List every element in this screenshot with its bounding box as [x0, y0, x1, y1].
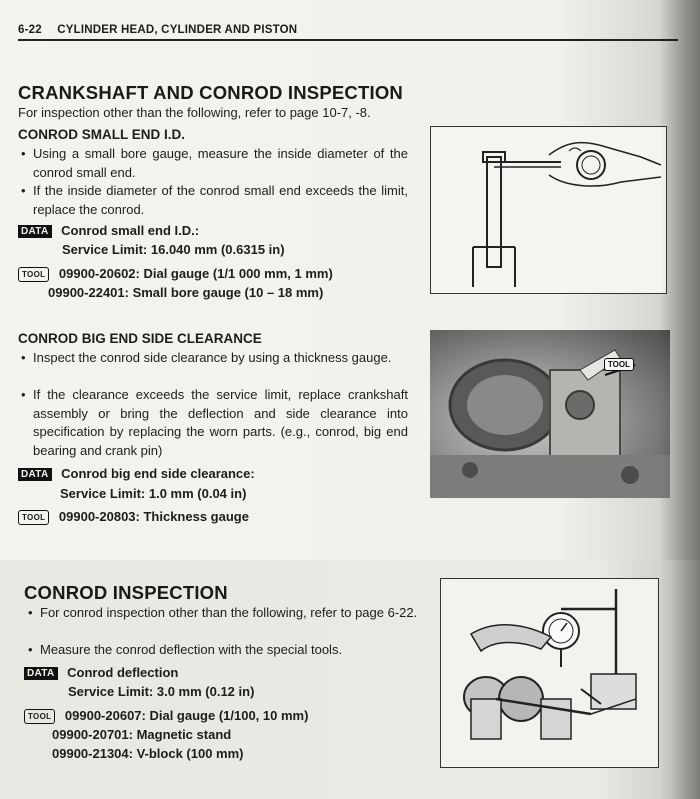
- tool-icon: TOOL: [18, 510, 49, 525]
- section-title: CYLINDER HEAD, CYLINDER AND PISTON: [57, 24, 298, 36]
- conrod-data-row: [24, 665, 178, 680]
- big-end-bullet-2: • If the clearance exceeds the service limit, replace crankshaft assembly or bring the deflection and side clearance into specification by replacing the worn parts. (e.g., conrod, big end bearing and crank pin): [21, 387, 408, 458]
- big-end-data-row: [18, 466, 255, 481]
- small-end-service-limit: Service Limit: 16.040 mm (0.6315 in): [62, 242, 285, 257]
- page-header: [18, 24, 678, 41]
- big-end-bullet-1: • Inspect the conrod side clearance by using a thickness gauge.: [21, 350, 392, 365]
- data-icon: DATA: [18, 225, 52, 238]
- small-bore-gauge-figure: [430, 126, 667, 294]
- small-end-tool-1: 09900-20602: Dial gauge (1/1 000 mm, 1 mm): [58, 266, 333, 281]
- conrod-tool-row-1: [24, 708, 308, 724]
- conrod-deflection-figure: [440, 578, 659, 768]
- conrod-tool-1: 09900-20607: Dial gauge (1/100, 10 mm): [64, 708, 309, 723]
- small-bore-gauge-illustration: [431, 127, 666, 293]
- crankshaft-title: CRANKSHAFT AND CONROD INSPECTION: [18, 82, 403, 103]
- conrod-title: CONROD INSPECTION: [24, 582, 228, 603]
- page-number: 6-22: [18, 24, 42, 36]
- dial-gauge-vblock-illustration: [441, 579, 658, 767]
- tool-icon: TOOL: [24, 709, 55, 724]
- big-end-tool-row: [18, 509, 249, 525]
- small-end-tool-row-1: [18, 266, 333, 282]
- big-end-title: CONROD BIG END SIDE CLEARANCE: [18, 331, 262, 346]
- small-end-data-label: Conrod small end I.D.:: [61, 223, 200, 238]
- small-end-bullet-1: • Using a small bore gauge, measure the inside diameter of the conrod small end.: [21, 146, 408, 180]
- small-end-tool-2: 09900-22401: Small bore gauge (10 – 18 mm): [48, 285, 324, 300]
- big-end-data-label: Conrod big end side clearance:: [61, 466, 255, 481]
- small-end-title: CONROD SMALL END I.D.: [18, 127, 186, 142]
- conrod-service-limit: Service Limit: 3.0 mm (0.12 in): [68, 684, 255, 699]
- crankcase-illustration: [430, 330, 670, 498]
- page-edge-shadow: [660, 0, 700, 799]
- crankshaft-intro: For inspection other than the following, refer to page 10-7, -8.: [18, 105, 371, 120]
- big-end-service-limit: Service Limit: 1.0 mm (0.04 in): [60, 486, 247, 501]
- conrod-bullet-2: • Measure the conrod deflection with the special tools.: [28, 642, 343, 657]
- tool-icon: TOOL: [604, 358, 634, 371]
- conrod-tool-2: 09900-20701: Magnetic stand: [52, 727, 232, 742]
- tool-icon: TOOL: [18, 267, 49, 282]
- crankcase-photo: [430, 330, 670, 498]
- small-end-bullet-2: • If the inside diameter of the conrod small end exceeds the limit, replace the conrod.: [21, 183, 408, 217]
- data-icon: DATA: [24, 667, 58, 680]
- conrod-data-label: Conrod deflection: [67, 665, 179, 680]
- conrod-bullet-1: • For conrod inspection other than the following, refer to page 6-22.: [28, 605, 418, 620]
- big-end-tool-1: 09900-20803: Thickness gauge: [58, 509, 249, 524]
- data-icon: DATA: [18, 468, 52, 481]
- small-end-data-row: [18, 223, 199, 238]
- conrod-tool-3: 09900-21304: V-block (100 mm): [52, 746, 244, 761]
